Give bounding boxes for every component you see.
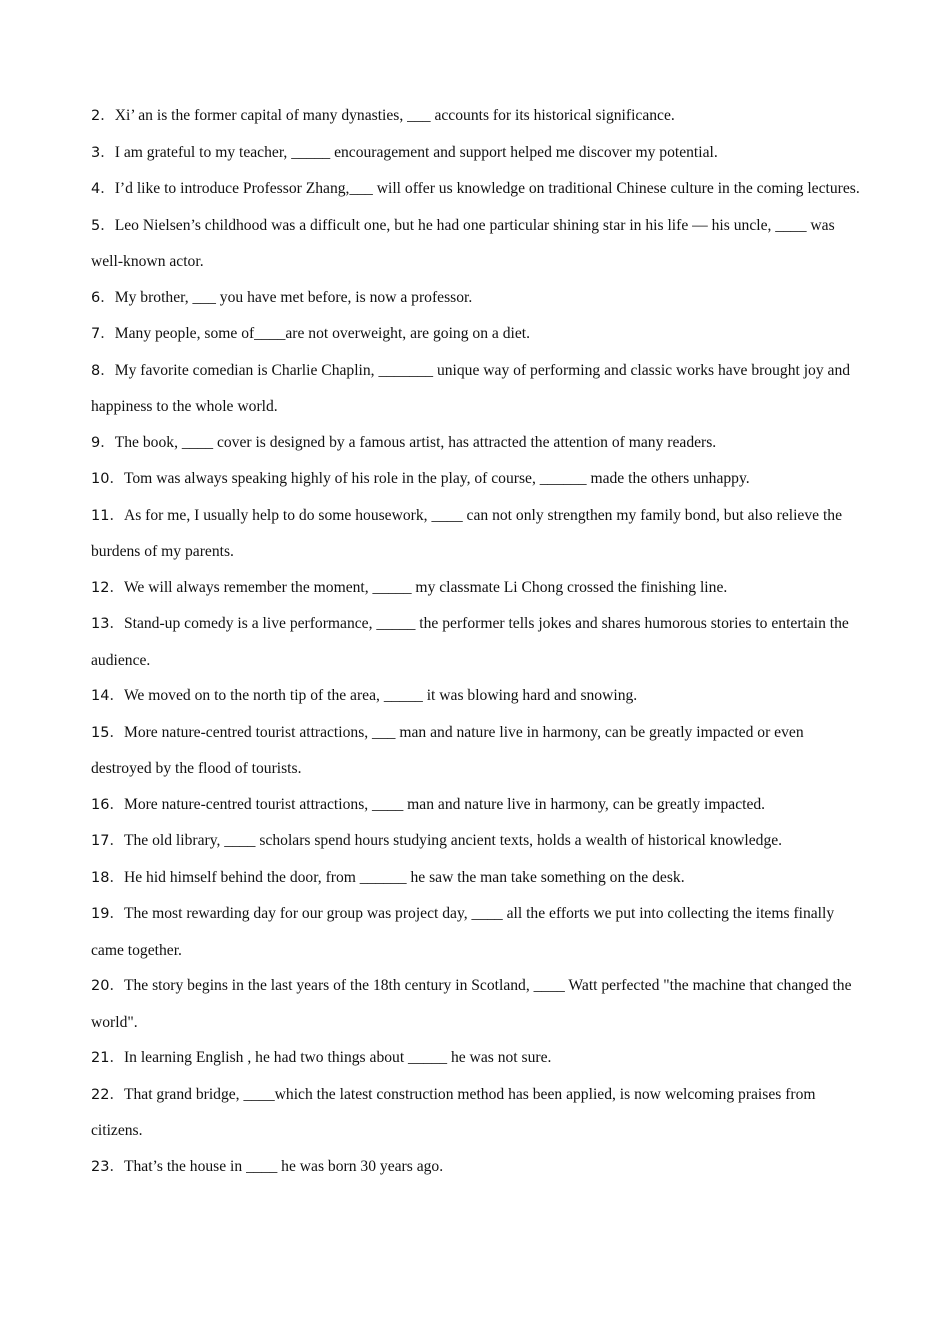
question-number: 9． — [91, 434, 115, 451]
question-text: More nature-centred tourist attractions, ____ man and nature live in harmony, can be greatly impacted. — [123, 795, 766, 813]
question-text: In learning English , he had two things about _____ he was not sure. — [123, 1049, 552, 1066]
question-text: The most rewarding day for our group was project day, ____ all the efforts we put into collecting the items finally came together. — [91, 905, 835, 959]
question-20 — [91, 968, 863, 1040]
question-text: Many people, some of____are not overweight, are going on a diet. — [114, 325, 531, 342]
question-3 — [91, 135, 863, 172]
question-number: 16． — [91, 796, 124, 813]
question-18 — [91, 860, 863, 897]
question-8 — [91, 353, 863, 425]
question-17 — [91, 823, 863, 860]
question-number: 12． — [91, 579, 124, 596]
question-number: 19． — [91, 906, 124, 922]
question-number: 11． — [91, 507, 124, 524]
question-number: 21． — [91, 1050, 124, 1066]
question-text: More nature-centred tourist attractions, ___ man and nature live in harmony, can be greatly impacted or even destroyed by the flood of tourists. — [91, 723, 804, 777]
question-text: He hid himself behind the door, from ______ he saw the man take something on the desk. — [123, 868, 685, 886]
question-number: 2． — [91, 108, 115, 124]
question-text: That grand bridge, ____which the latest construction method has been applied, is now welcoming praises from citizens. — [91, 1085, 816, 1139]
question-text: As for me, I usually help to do some housework, ____ can not only strengthen my family bond, but also relieve the burdens of my parents. — [91, 506, 842, 560]
question-23 — [91, 1149, 863, 1186]
question-15 — [91, 715, 863, 787]
question-number: 22． — [91, 1086, 124, 1103]
question-number: 17． — [91, 833, 124, 849]
question-number: 15． — [91, 724, 124, 741]
question-7 — [91, 316, 863, 353]
question-number: 7． — [91, 326, 115, 342]
question-text: Xi’ an is the former capital of many dynasties, ___ accounts for its historical significance. — [114, 107, 675, 124]
question-number: 10． — [91, 471, 124, 487]
question-number: 4． — [91, 181, 115, 197]
question-text: Tom was always speaking highly of his role in the play, of course, ______ made the others unhappy. — [123, 470, 750, 487]
question-12 — [91, 570, 863, 607]
question-text: Stand-up comedy is a live performance, _____ the performer tells jokes and shares humorous stories to entertain the audience. — [91, 615, 849, 669]
question-5 — [91, 208, 863, 280]
question-11 — [91, 498, 863, 570]
question-number: 8． — [91, 362, 115, 379]
question-number: 5． — [91, 217, 115, 234]
question-text: I am grateful to my teacher, _____ encouragement and support helped me discover my potential. — [114, 143, 718, 161]
question-2 — [91, 98, 863, 135]
question-text: My brother, ___ you have met before, is now a professor. — [114, 288, 473, 306]
question-number: 23． — [91, 1158, 124, 1175]
question-6 — [91, 280, 863, 317]
question-text: The story begins in the last years of the 18th century in Scotland, ____ Watt perfected "the machine that changed the world". — [91, 977, 852, 1031]
question-text: The book, ____ cover is designed by a famous artist, has attracted the attention of many readers. — [114, 433, 717, 451]
question-text: My favorite comedian is Charlie Chaplin, _______ unique way of performing and classic works have brought joy and happiness to the whole world. — [91, 361, 851, 415]
question-number: 14． — [91, 688, 124, 704]
question-number: 20． — [91, 978, 124, 994]
question-22 — [91, 1077, 863, 1149]
question-number: 13． — [91, 616, 124, 632]
worksheet-page — [91, 98, 863, 1185]
question-text: The old library, ____ scholars spend hours studying ancient texts, holds a wealth of historical knowledge. — [123, 832, 783, 849]
question-text: That’s the house in ____ he was born 30 years ago. — [123, 1157, 444, 1175]
question-text: I’d like to introduce Professor Zhang,___ will offer us knowledge on traditional Chinese culture in the coming lectures. — [114, 180, 860, 197]
question-9 — [91, 425, 863, 462]
question-16 — [91, 787, 863, 824]
question-text: We moved on to the north tip of the area, _____ it was blowing hard and snowing. — [123, 687, 638, 704]
question-number: 3． — [91, 144, 115, 161]
question-text: Leo Nielsen’s childhood was a difficult one, but he had one particular shining star in his life — his uncle, ____ was well-known actor. — [91, 216, 835, 270]
question-text: We will always remember the moment, _____ my classmate Li Chong crossed the finishing line. — [123, 578, 728, 596]
question-10 — [91, 461, 863, 498]
question-number: 6． — [91, 289, 115, 306]
question-13 — [91, 606, 863, 678]
question-number: 18． — [91, 869, 124, 886]
question-4 — [91, 171, 863, 208]
question-19 — [91, 896, 863, 968]
question-14 — [91, 678, 863, 715]
question-21 — [91, 1040, 863, 1077]
